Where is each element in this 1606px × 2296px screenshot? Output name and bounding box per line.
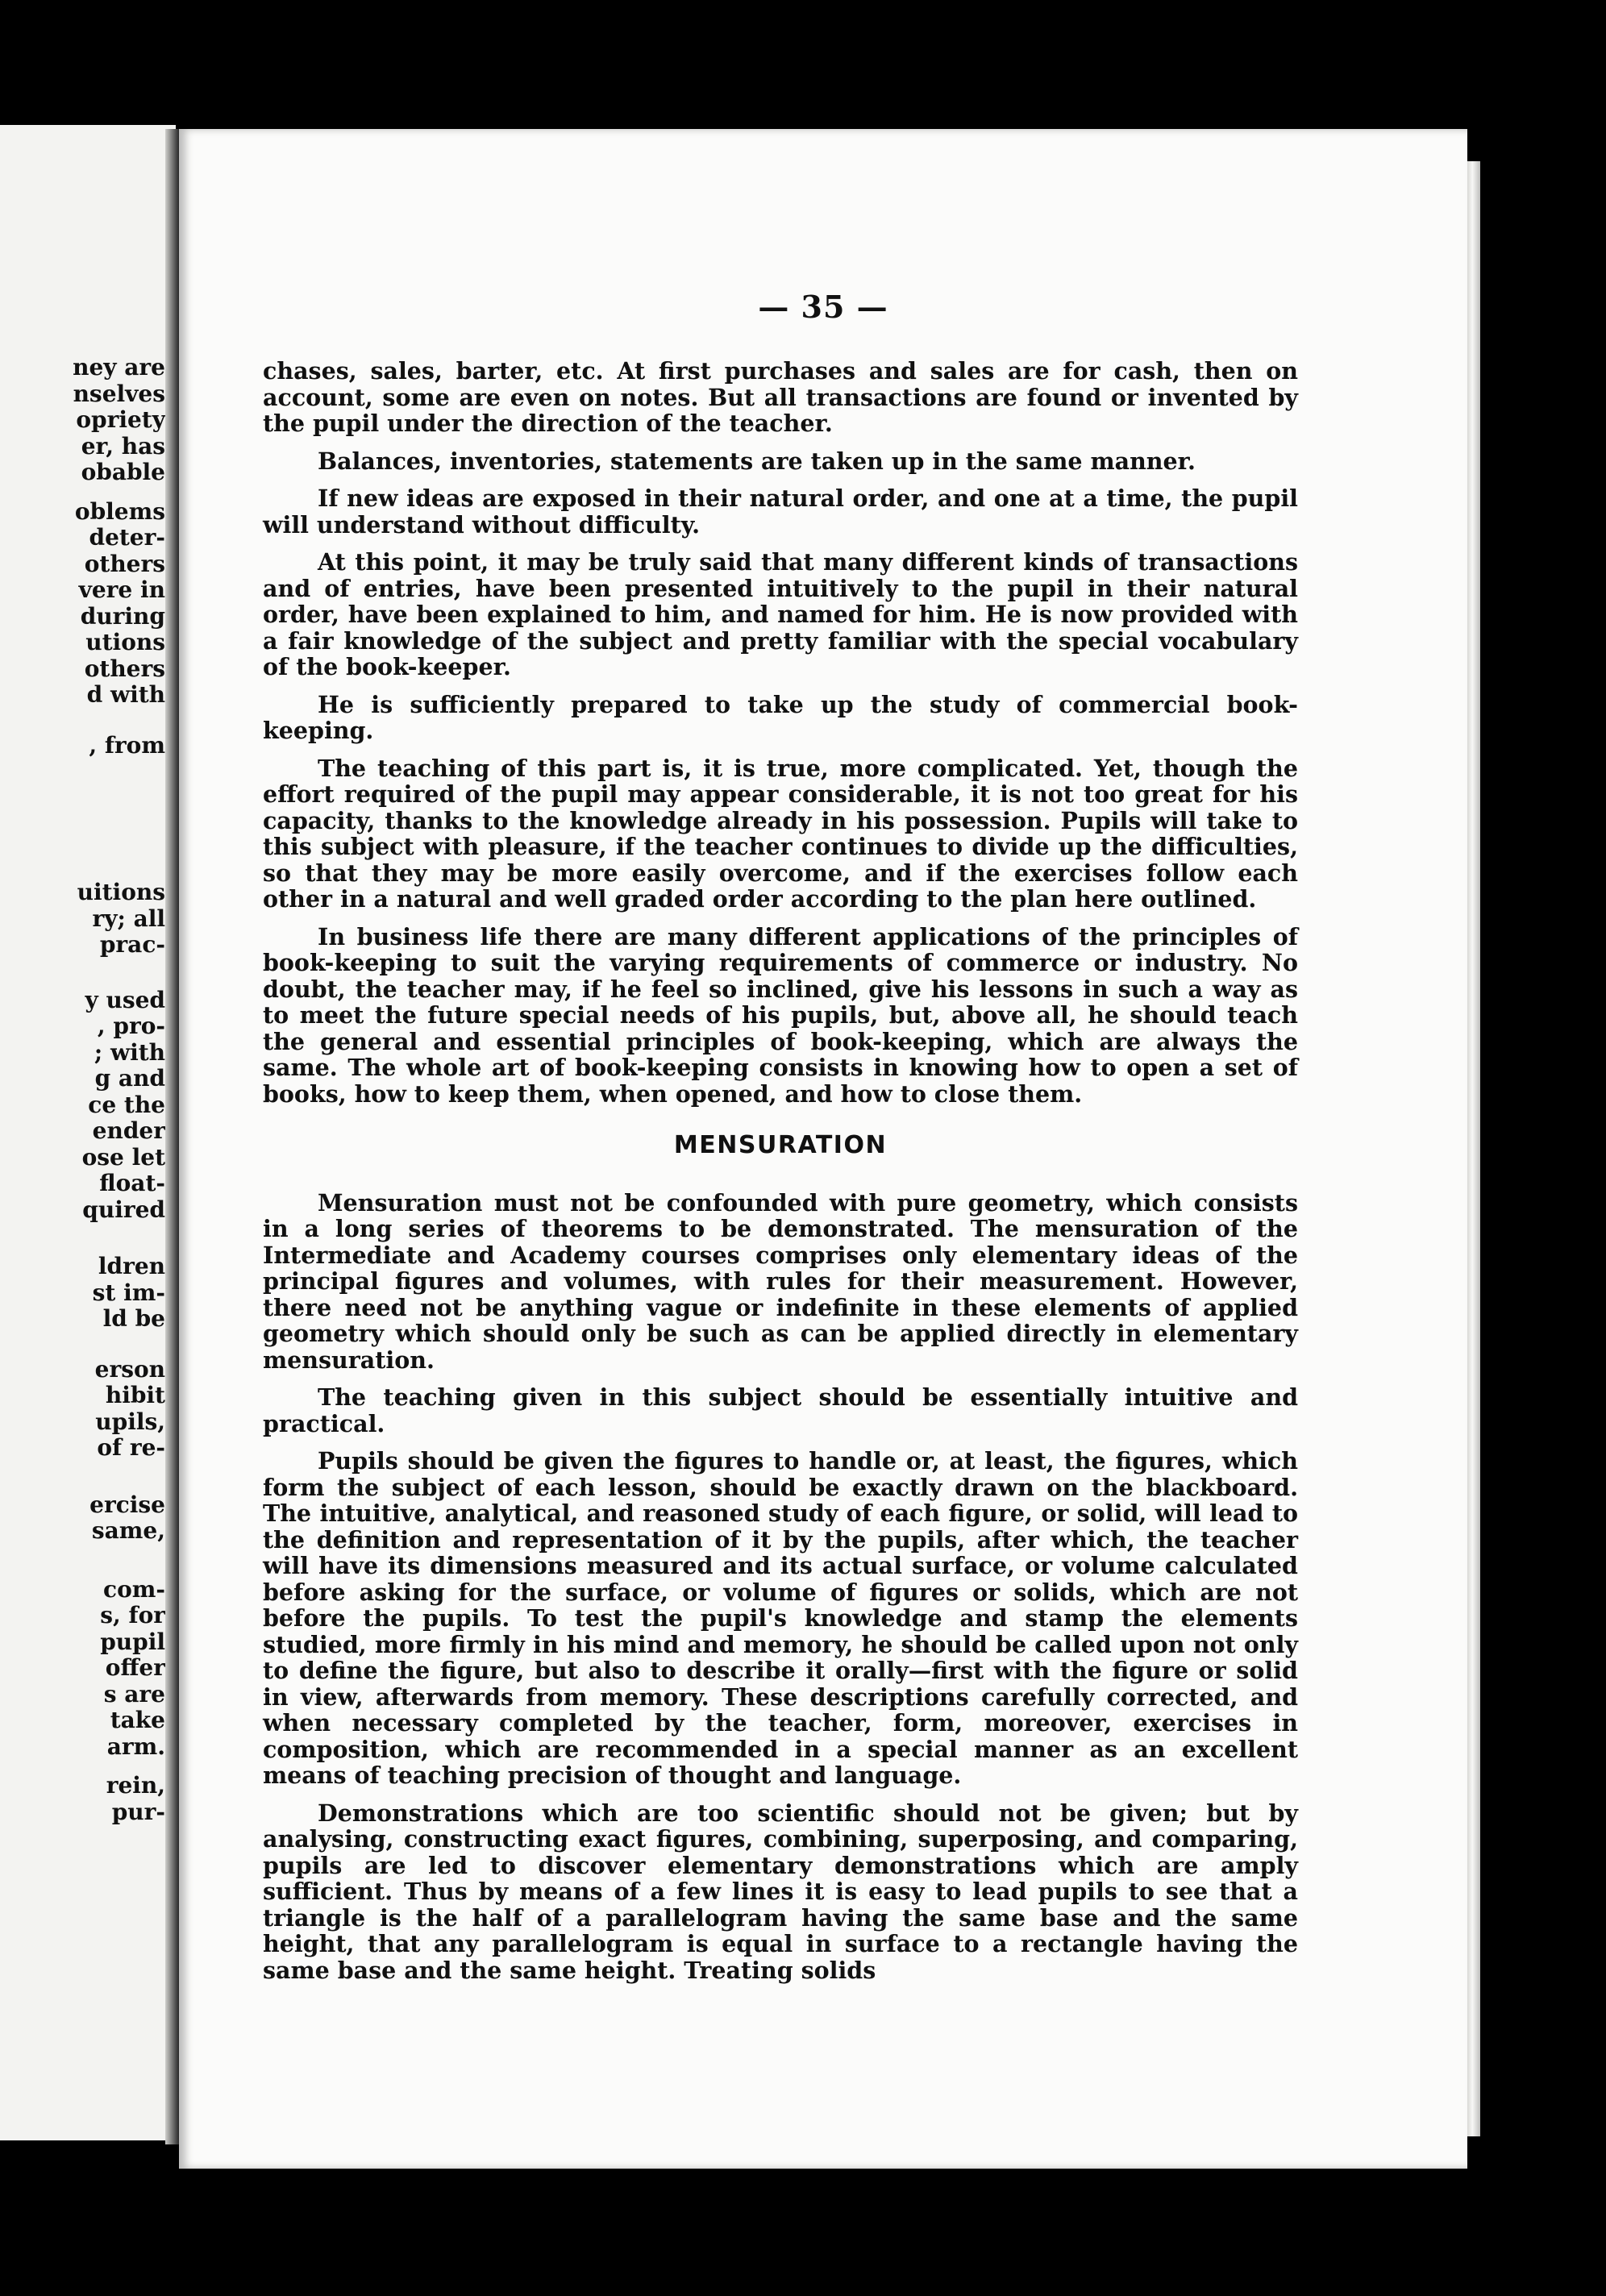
left-fragment-line: same, [91,1517,165,1544]
left-page-text-fragments [0,355,165,1825]
paragraph: Pupils should be given the figures to handle or, at least, the figures, which form the subject of each lesson, should be exactly drawn on the blackboard. The intuitive, analytical, and reasoned study of each figure, or solid, will lead to the definition and representation of it by the pupils, after which, the teacher will have its dimensions measured and its actual surface, or volume calculated before asking for the surface, or volume of figures or solids, which are not before the pupils. To test the pupil's knowledge and stamp the elements studied, more firmly in his mind and memory, he should be called upon not only to define the figure, but also to describe it orally—first with the figure or solid in view, afterwards from memory. These descriptions carefully corrected, and when necessary completed by the teacher, form, moreover, exercises in composition, which are recommended in a special manner as an excellent means of teaching precision of thought and language. [263,1447,1298,1789]
left-fragment-line: offer [105,1654,165,1681]
page-edge [1467,161,1480,2136]
left-fragment-line: ld be [102,1305,165,1332]
left-fragment-line: pupil [100,1628,165,1655]
left-fragment-line: g and [94,1065,165,1092]
left-fragment-line: d with [86,681,165,708]
left-fragment-line: ender [92,1117,165,1144]
paragraph: In business life there are many different applications of the principles of book-keeping to suit the varying requirements of commerce or industry. No doubt, the teacher may, if he feel so inclined, give his lessons in such a way as to meet the future special needs of his pupils, but, above all, he should teach the general and essential principles of book-keeping, which are always the same. The whole art of book-keeping consists in knowing how to open a set of books, how to keep them, when opened, and how to close them. [263,922,1298,1108]
left-fragment-line: erson [94,1355,165,1383]
left-fragment-line: vere in [78,576,165,603]
paragraph: Mensuration must not be confounded with pure geometry, which consists in a long series of theorems to be demonstrated. The mensuration of the Intermediate and Academy courses comprises only elementary ideas of the principal figures and volumes, with rules for their measurement. However, there need not be anything vague or indefinite in these elements of applied geometry which should only be such as can be applied directly in elementary mensuration. [263,1188,1298,1374]
left-fragment-line: , pro- [97,1013,165,1039]
left-fragment-line: nselves [73,380,165,407]
left-fragment-line: y used [85,986,165,1013]
paragraph: Balances, inventories, statements are taken up in the same manner. [318,447,1196,475]
left-fragment-line: utions [85,629,165,655]
left-fragment-line: arm. [106,1732,165,1760]
left-fragment-line: obable [81,459,165,485]
left-fragment-line: uitions [77,879,165,905]
page-number: — 35 — [758,289,888,325]
paragraph: chases, sales, barter, etc. At first purchases and sales are for cash, then on account, some are even on notes. But all transactions are found or invented by the pupil under the direction of the teacher. [263,357,1298,437]
left-facing-page [0,125,176,2140]
left-fragment-line: others [84,655,165,682]
left-fragment-line: com- [103,1575,165,1603]
left-fragment-line: prac- [99,931,165,958]
left-fragment-line: others [84,550,165,577]
left-fragment-line: during [80,602,165,630]
paragraph: If new ideas are exposed in their natural order, and one at a time, the pupil will understand without difficulty. [263,485,1298,539]
left-fragment-line: oblems [74,497,165,525]
left-fragment-line: quired [82,1196,165,1223]
left-fragment-line: ose let [81,1143,165,1171]
left-fragment-line: of re- [97,1434,165,1461]
paragraph: The teaching of this part is, it is true, more complicated. Yet, though the effort required of the pupil may appear considerable, it is not too great for his capacity, thanks to the knowledge already in his possession. Pupils will take to this subject with pleasure, if the teacher continues to divide up the difficulties, so that they may be more easily overcome, and if the exercises follow each other in a natural and well graded order according to the plan here outlined. [263,754,1298,913]
paragraph: Demonstrations which are too scientific should not be given; but by analysing, constructing exact figures, combining, superposing, and comparing, pupils are led to discover elementary demonstrations which are amply sufficient. Thus by means of a few lines it is easy to lead pupils to see that a triangle is the half of a parallelogram having the same base and the same height, that any parallelogram is equal in surface to a rectangle having the same base and the same height. Treating solids [263,1799,1298,1984]
left-fragment-line: hibit [105,1382,165,1408]
left-fragment-line: ry; all [92,905,165,932]
left-fragment-line: ney are [73,354,165,381]
left-fragment-line: s are [103,1680,165,1707]
left-fragment-line: , from [89,731,165,759]
left-fragment-line: take [110,1707,165,1733]
left-fragment-line: rein, [106,1772,165,1799]
left-fragment-line: er, has [81,432,165,460]
left-fragment-line: ercise [89,1491,165,1518]
left-fragment-line: deter- [89,524,165,551]
left-fragment-line: s, for [100,1602,165,1628]
left-fragment-line: ldren [98,1253,165,1279]
section-heading: MENSURATION [673,1131,888,1159]
paragraph: The teaching given in this subject should be essentially intuitive and practical. [263,1383,1298,1437]
paragraph: He is sufficiently prepared to take up the study of commercial book-keeping. [263,690,1298,744]
page-body [263,358,1298,1994]
left-fragment-line: upils, [95,1408,165,1435]
left-fragment-line: st im- [92,1279,165,1306]
left-fragment-line: ; with [94,1038,165,1066]
left-fragment-line: ce the [88,1091,165,1118]
left-fragment-line: pur- [111,1798,165,1825]
left-fragment-line: float- [99,1170,165,1196]
paragraph: At this point, it may be truly said that many different kinds of transactions and of entries, have been presented intuitively to the pupil in their natural order, have been explained to him, and named for him. He is now provided with a fair knowledge of the subject and pretty familiar with the special vocabulary of the book-keeper. [263,548,1298,680]
left-fragment-line: opriety [76,406,165,433]
